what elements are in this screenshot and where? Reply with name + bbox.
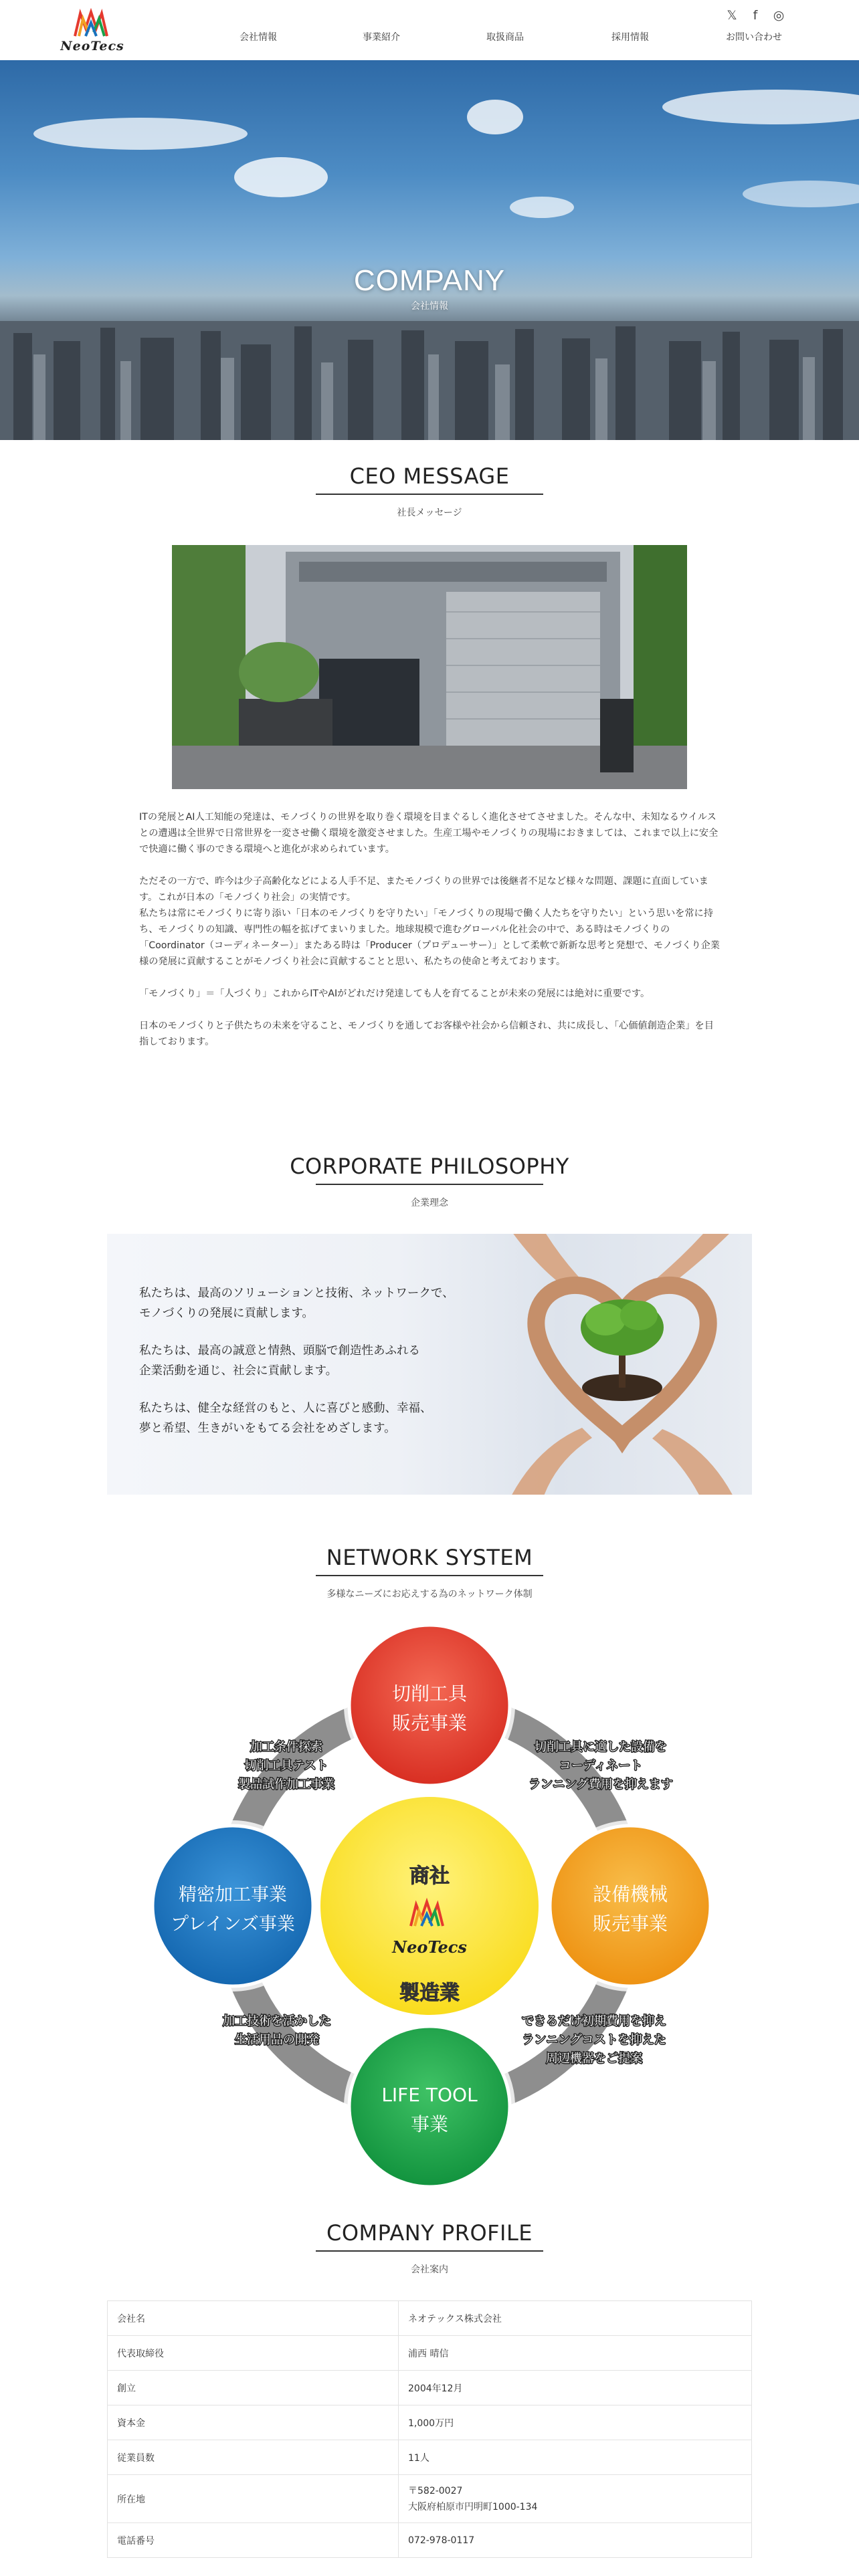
profile-value: 1,000万円: [399, 2405, 752, 2440]
ceo-paragraph: 「モノづくり」＝「人づくり」これからITやAIがどれだけ発達しても人を育てることが未来の発展には絶対に重要です。: [139, 988, 650, 999]
nav-item-products[interactable]: 取扱商品: [486, 32, 524, 43]
profile-key: 創立: [108, 2371, 399, 2405]
nav-item-business[interactable]: 事業紹介: [363, 32, 400, 43]
x-icon[interactable]: 𝕏: [727, 8, 737, 23]
hero-subtitle: 会社情報: [411, 301, 448, 312]
profile-value: ネオテックス株式会社: [399, 2301, 752, 2336]
instagram-icon[interactable]: ◎: [773, 8, 785, 23]
table-row: [108, 2371, 752, 2405]
logo-text: NeoTecs: [60, 39, 124, 53]
profile-title: COMPANY PROFILE: [326, 2220, 533, 2246]
network-diagram: [0, 1612, 859, 2187]
note-top-right-1: 切削工具に適した設備を: [535, 1740, 667, 1754]
profile-key: 従業員数: [108, 2440, 399, 2475]
note-top-left-1: 加工条件探索: [250, 1740, 322, 1754]
node-left-line1: 精密加工事業: [179, 1885, 287, 1905]
city-skyline-image: [0, 60, 859, 440]
ceo-message: [139, 809, 720, 1066]
nav-item-contact[interactable]: お問い合わせ: [726, 32, 782, 43]
note-bottom-right-2: ランニングコストを抑えた: [522, 2033, 666, 2047]
hero-title: COMPANY: [353, 264, 506, 297]
ceo-subtitle: 社長メッセージ: [397, 508, 462, 518]
note-top-left-2: 切削工具テスト: [244, 1759, 328, 1773]
table-row: [108, 2475, 752, 2523]
node-life-tool: [349, 2026, 510, 2187]
table-row: [108, 2405, 752, 2440]
philosophy-panel: [107, 1234, 752, 1495]
profile-key: 会社名: [108, 2301, 399, 2336]
node-precision: [153, 1826, 313, 1986]
center-top-label: 商社: [409, 1864, 450, 1888]
note-bottom-left-1: 加工技術を活かした: [223, 2014, 331, 2028]
node-top-line2: 販売事業: [391, 1712, 468, 1734]
note-top-right-2: コーディネート: [559, 1759, 643, 1773]
philosophy-title: CORPORATE PHILOSOPHY: [290, 1154, 569, 1179]
philosophy-item: 私たちは、最高の誠意と情熱、頭脳で創造性あふれる 企業活動を通じ、社会に貢献します。: [139, 1344, 420, 1378]
profile-key: 所在地: [108, 2475, 399, 2523]
profile-value: 浦西 晴信: [399, 2336, 752, 2371]
network-title-rule: [316, 1575, 543, 1576]
center-logo-text: NeoTecs: [392, 1937, 467, 1957]
office-building-photo: [172, 545, 687, 789]
node-left-line2: プレインズ事業: [171, 1914, 295, 1935]
facebook-icon[interactable]: f: [753, 8, 758, 23]
ceo-title: CEO MESSAGE: [349, 463, 510, 489]
network-subtitle: 多様なニーズにお応えする為のネットワーク体制: [326, 1589, 533, 1600]
ceo-title-rule: [316, 494, 543, 495]
philosophy-text: [139, 1283, 487, 1456]
note-bottom-right-3: 周辺機器をご提案: [546, 2052, 642, 2066]
center-bottom-label: 製造業: [399, 1981, 460, 2005]
profile-key: 資本金: [108, 2405, 399, 2440]
table-row: [108, 2440, 752, 2475]
profile-value: 11人: [399, 2440, 752, 2475]
main-nav: [0, 30, 859, 45]
building-image: [172, 545, 687, 789]
profile-key: 電話番号: [108, 2523, 399, 2558]
note-top-left-3: 製品試作加工事業: [238, 1778, 335, 1792]
site-header: [0, 0, 859, 60]
philosophy-subtitle: 企業理念: [411, 1198, 448, 1208]
network-title: NETWORK SYSTEM: [326, 1545, 533, 1570]
network-svg: [0, 1612, 859, 2187]
philosophy-item: 私たちは、最高のソリューションと技術、ネットワークで、 モノづくりの発展に貢献します。: [139, 1287, 454, 1320]
node-top-line1: 切削工具: [391, 1683, 468, 1705]
table-row: [108, 2336, 752, 2371]
note-bottom-left-2: 生活用品の開発: [235, 2033, 319, 2047]
profile-subtitle: 会社案内: [411, 2264, 448, 2275]
node-bottom-line1: LIFE TOOL: [381, 2084, 478, 2106]
node-cutting-tools: [349, 1625, 510, 1786]
node-equipment: [550, 1826, 710, 1986]
profile-key: 代表取締役: [108, 2336, 399, 2371]
nav-item-recruit[interactable]: 採用情報: [611, 32, 649, 43]
philosophy-item: 私たちは、健全な経営のもと、人に喜びと感動、幸福、 夢と希望、生きがいをもてる会社をめざします。: [139, 1402, 432, 1435]
profile-value: 2004年12月: [399, 2371, 752, 2405]
table-row: [108, 2523, 752, 2558]
company-profile-table: [107, 2300, 752, 2558]
hero-banner: [0, 60, 859, 440]
profile-value: 〒582-0027 大阪府柏原市円明町1000-134: [399, 2475, 752, 2523]
ceo-paragraph: 日本のモノづくりと子供たちの未来を守ること、モノづくりを通してお客様や社会から信頼され、共に成長し、「心価値創造企業」を目指しております。: [139, 1021, 714, 1047]
ceo-paragraph: ただその一方で、昨今は少子高齢化などによる人手不足、またモノづくりの世界では後継者不足など様々な問題、課題に直面しています。これが日本の「モノづくり社会」の実情です。 私たちは常にモノづくりに寄り添い「日本のモノづくりを守りたい」「モノづくりの現場で働く人たちを守りたい」という思いを常に持ち、モノづくりの知識、専門性の幅を拡げてまいりました。地球規模で進むグローバル化社会の中で、ある時はモノづくりの「Coordinator（コーディネーター）」またある時は「Producer（プロデューサー）」として柔軟で新新な思考と発想で、モノづくり企業様の発展に貢献することがモノづくり社会に貢献することと思い、私たちの使命と考えております。: [139, 876, 720, 967]
node-right-line2: 販売事業: [592, 1913, 668, 1935]
node-bottom-line2: 事業: [410, 2113, 449, 2135]
nav-item-company[interactable]: 会社情報: [240, 32, 277, 43]
profile-title-rule: [316, 2250, 543, 2252]
note-bottom-right-1: できるだけ初期費用を抑え: [522, 2014, 666, 2028]
ceo-paragraph: ITの発展とAI人工知能の発達は、モノづくりの世界を取り巻く環境を目まぐるしく進化させてさせました。そんな中、未知なるウイルスとの遭遇は全世界で日常世界を一変させ働く環境を激変させました。生産工場やモノづくりの現場におきましては、これまで以上に安全で快適に働く事のできる環境へと進化が求められています。: [139, 812, 719, 855]
note-top-right-3: ランニング費用を抑えます: [529, 1778, 673, 1792]
table-row: [108, 2301, 752, 2336]
profile-value: 072-978-0117: [399, 2523, 752, 2558]
philosophy-title-rule: [316, 1184, 543, 1185]
node-right-line1: 設備機械: [592, 1883, 668, 1905]
